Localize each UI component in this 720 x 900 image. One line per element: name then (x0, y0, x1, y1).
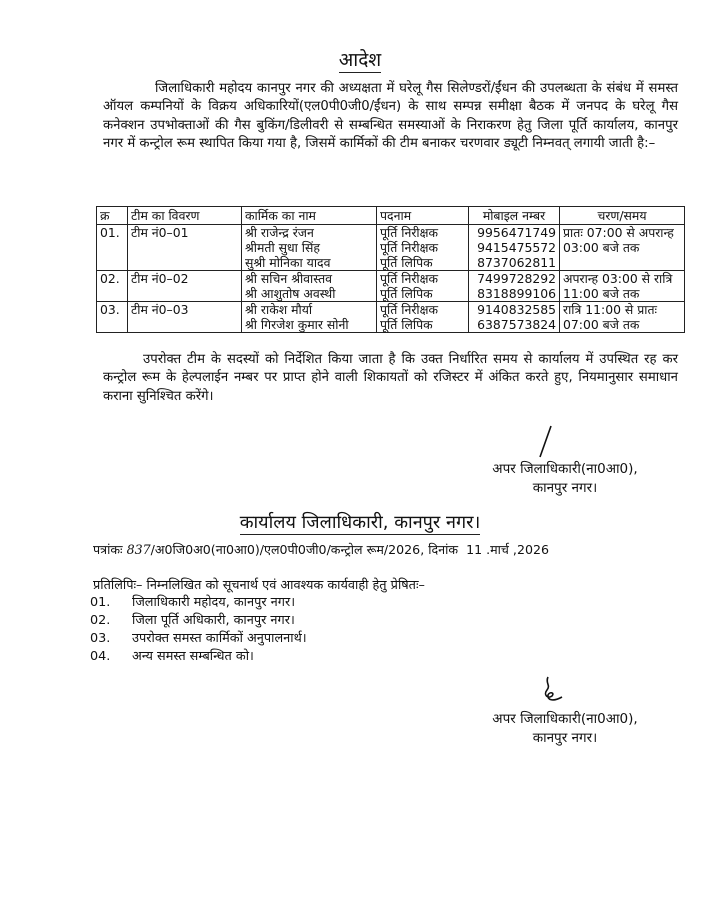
header-name: कार्मिक का नाम (242, 207, 377, 225)
directive-paragraph: उपरोक्त टीम के सदस्यों को निर्देशित किया जाता है कि उक्त निर्धारित समय से कार्यालय में उपस्थित रह कर कन्ट्रोल रूम के हेल्पलाईन नम्बर पर प्राप्त होने वाली शिकायतों को रजिस्टर में अंकित करते हुए, नियमानुसार समाधान कराना सुनिश्चित करेंगे। (103, 352, 678, 404)
staff-mobile: 9415475572 (477, 240, 556, 255)
table-header-row (97, 207, 685, 225)
list-item-text: जिलाधिकारी महोदय, कानपुर नगर। (132, 595, 296, 610)
staff-mobile: 6387573824 (477, 317, 556, 332)
row-names (242, 302, 377, 333)
signatory-designation: अपर जिलाधिकारी(ना0आ0), (492, 711, 638, 727)
office-heading-text: कार्यालय जिलाधिकारी, कानपुर नगर। (239, 512, 481, 533)
row-shift (560, 225, 685, 271)
header-shift: चरण/समय (560, 207, 685, 225)
staff-mobile: 9140832585 (477, 302, 556, 317)
list-item-number: 02. (90, 613, 111, 628)
reference-month-year: .मार्च ,2026 (486, 542, 549, 557)
table-row (97, 225, 685, 271)
signature-block-2 (455, 710, 675, 748)
list-item (90, 594, 307, 612)
row-team: टीम नं0–02 (128, 271, 242, 302)
staff-mobile: 9956471749 (477, 225, 556, 240)
row-names (242, 271, 377, 302)
copy-to-heading: प्रतिलिपिः– निम्नलिखित को सूचनार्थ एवं आवश्यक कार्यवाही हेतु प्रेषितः– (93, 578, 425, 593)
row-designations (377, 302, 469, 333)
staff-name: सुश्री मोनिका यादव (245, 255, 331, 270)
shift-line: अपरान्ह 03:00 से रात्रि (563, 271, 673, 286)
staff-name: श्री राजेन्द्र रंजन (245, 225, 314, 240)
copy-to-list (90, 594, 307, 666)
shift-line: 11:00 बजे तक (563, 286, 640, 301)
staff-designation: पूर्ति निरीक्षक (380, 302, 439, 317)
staff-designation: पूर्ति निरीक्षक (380, 271, 439, 286)
row-team: टीम नं0–01 (128, 225, 242, 271)
header-team: टीम का विवरण (128, 207, 242, 225)
header-designation: पदनाम (377, 207, 469, 225)
staff-designation: पूर्ति लिपिक (380, 286, 433, 301)
row-designations (377, 271, 469, 302)
staff-mobile: 7499728292 (477, 271, 556, 286)
reference-label: पत्रांकः (93, 542, 123, 557)
staff-name: श्री राकेश मौर्या (245, 302, 313, 317)
row-mobiles (469, 302, 560, 333)
row-mobiles (469, 271, 560, 302)
table-row (97, 302, 685, 333)
header-mobile: मोबाइल नम्बर (469, 207, 560, 225)
signatory-place: कानपुर नगर। (532, 730, 598, 746)
staff-name: श्रीमती सुधा सिंह (245, 240, 320, 255)
shift-line: 03:00 बजे तक (563, 240, 640, 255)
signature-block-1 (455, 460, 675, 498)
duty-roster-table (96, 206, 685, 333)
staff-designation: पूर्ति निरीक्षक (380, 240, 439, 255)
list-item (90, 630, 307, 648)
row-names (242, 225, 377, 271)
staff-name: श्री गिरजेश कुमार सोनी (245, 317, 349, 332)
list-item-number: 04. (90, 649, 111, 664)
list-item-text: अन्य समस्त सम्बन्धित को। (132, 649, 254, 664)
title-text: आदेश (338, 49, 382, 71)
row-sno: 02. (97, 271, 128, 302)
staff-mobile: 8318899106 (477, 286, 556, 301)
row-shift (560, 271, 685, 302)
reference-line (93, 541, 693, 558)
staff-designation: पूर्ति लिपिक (380, 255, 433, 270)
staff-mobile: 8737062811 (477, 255, 556, 270)
list-item-text: उपरोक्त समस्त कार्मिकों अनुपालनार्थ। (132, 631, 307, 646)
row-designations (377, 225, 469, 271)
document-title (0, 46, 720, 72)
list-item (90, 612, 307, 630)
row-mobiles (469, 225, 560, 271)
reference-path: /अ0जि0अ0(ना0आ0)/एल0पी0जी0/कन्ट्रोल रूम/2026, दिनांक (150, 542, 459, 557)
shift-line: रात्रि 11:00 से प्रातः (563, 302, 658, 317)
signature-scribble-icon (538, 675, 568, 709)
table-row (97, 271, 685, 302)
list-item (90, 648, 307, 666)
signature-stroke-icon (535, 424, 555, 460)
intro-paragraph: जिलाधिकारी महोदय कानपुर नगर की अध्यक्षता में घरेलू गैस सिलेण्डरों/ईंधन की उपलब्धता के संबंध में समस्त ऑयल कम्पनियों के विक्रय अधिकारियों(एल0पी0जी0/ईंधन) के साथ सम्पन्न समीक्षा बैठक में जनपद के घरेलू गैस कनेक्शन उपभोक्ताओं की गैस बुकिंग/डिलीवरी से सम्बन्धित समस्याओं के निराकरण हेतु जिला पूर्ति कार्यालय, कानपुर नगर में कन्ट्रोल रूम स्थापित किया गया है, जिसमें कार्मिकों की टीम बनाकर चरणवार ड्यूटी निम्नवत् लगायी जाती है:– (103, 81, 678, 152)
list-item-number: 03. (90, 631, 111, 646)
row-sno: 03. (97, 302, 128, 333)
reference-day: 11 (466, 542, 483, 557)
staff-designation: पूर्ति निरीक्षक (380, 225, 439, 240)
reference-number: 837 (126, 542, 151, 557)
office-heading (0, 510, 720, 534)
signatory-designation: अपर जिलाधिकारी(ना0आ0), (492, 461, 638, 477)
shift-line: प्रातः 07:00 से अपरान्ह (563, 225, 674, 240)
staff-name: श्री आशुतोष अवस्थी (245, 286, 336, 301)
staff-name: श्री सचिन श्रीवास्तव (245, 271, 333, 286)
list-item-text: जिला पूर्ति अधिकारी, कानपुर नगर। (132, 613, 295, 628)
staff-designation: पूर्ति लिपिक (380, 317, 433, 332)
row-shift (560, 302, 685, 333)
shift-line: 07:00 बजे तक (563, 317, 640, 332)
header-sno: क्र (97, 207, 128, 225)
list-item-number: 01. (90, 595, 111, 610)
row-team: टीम नं0–03 (128, 302, 242, 333)
signatory-place: कानपुर नगर। (532, 480, 598, 496)
row-sno: 01. (97, 225, 128, 271)
